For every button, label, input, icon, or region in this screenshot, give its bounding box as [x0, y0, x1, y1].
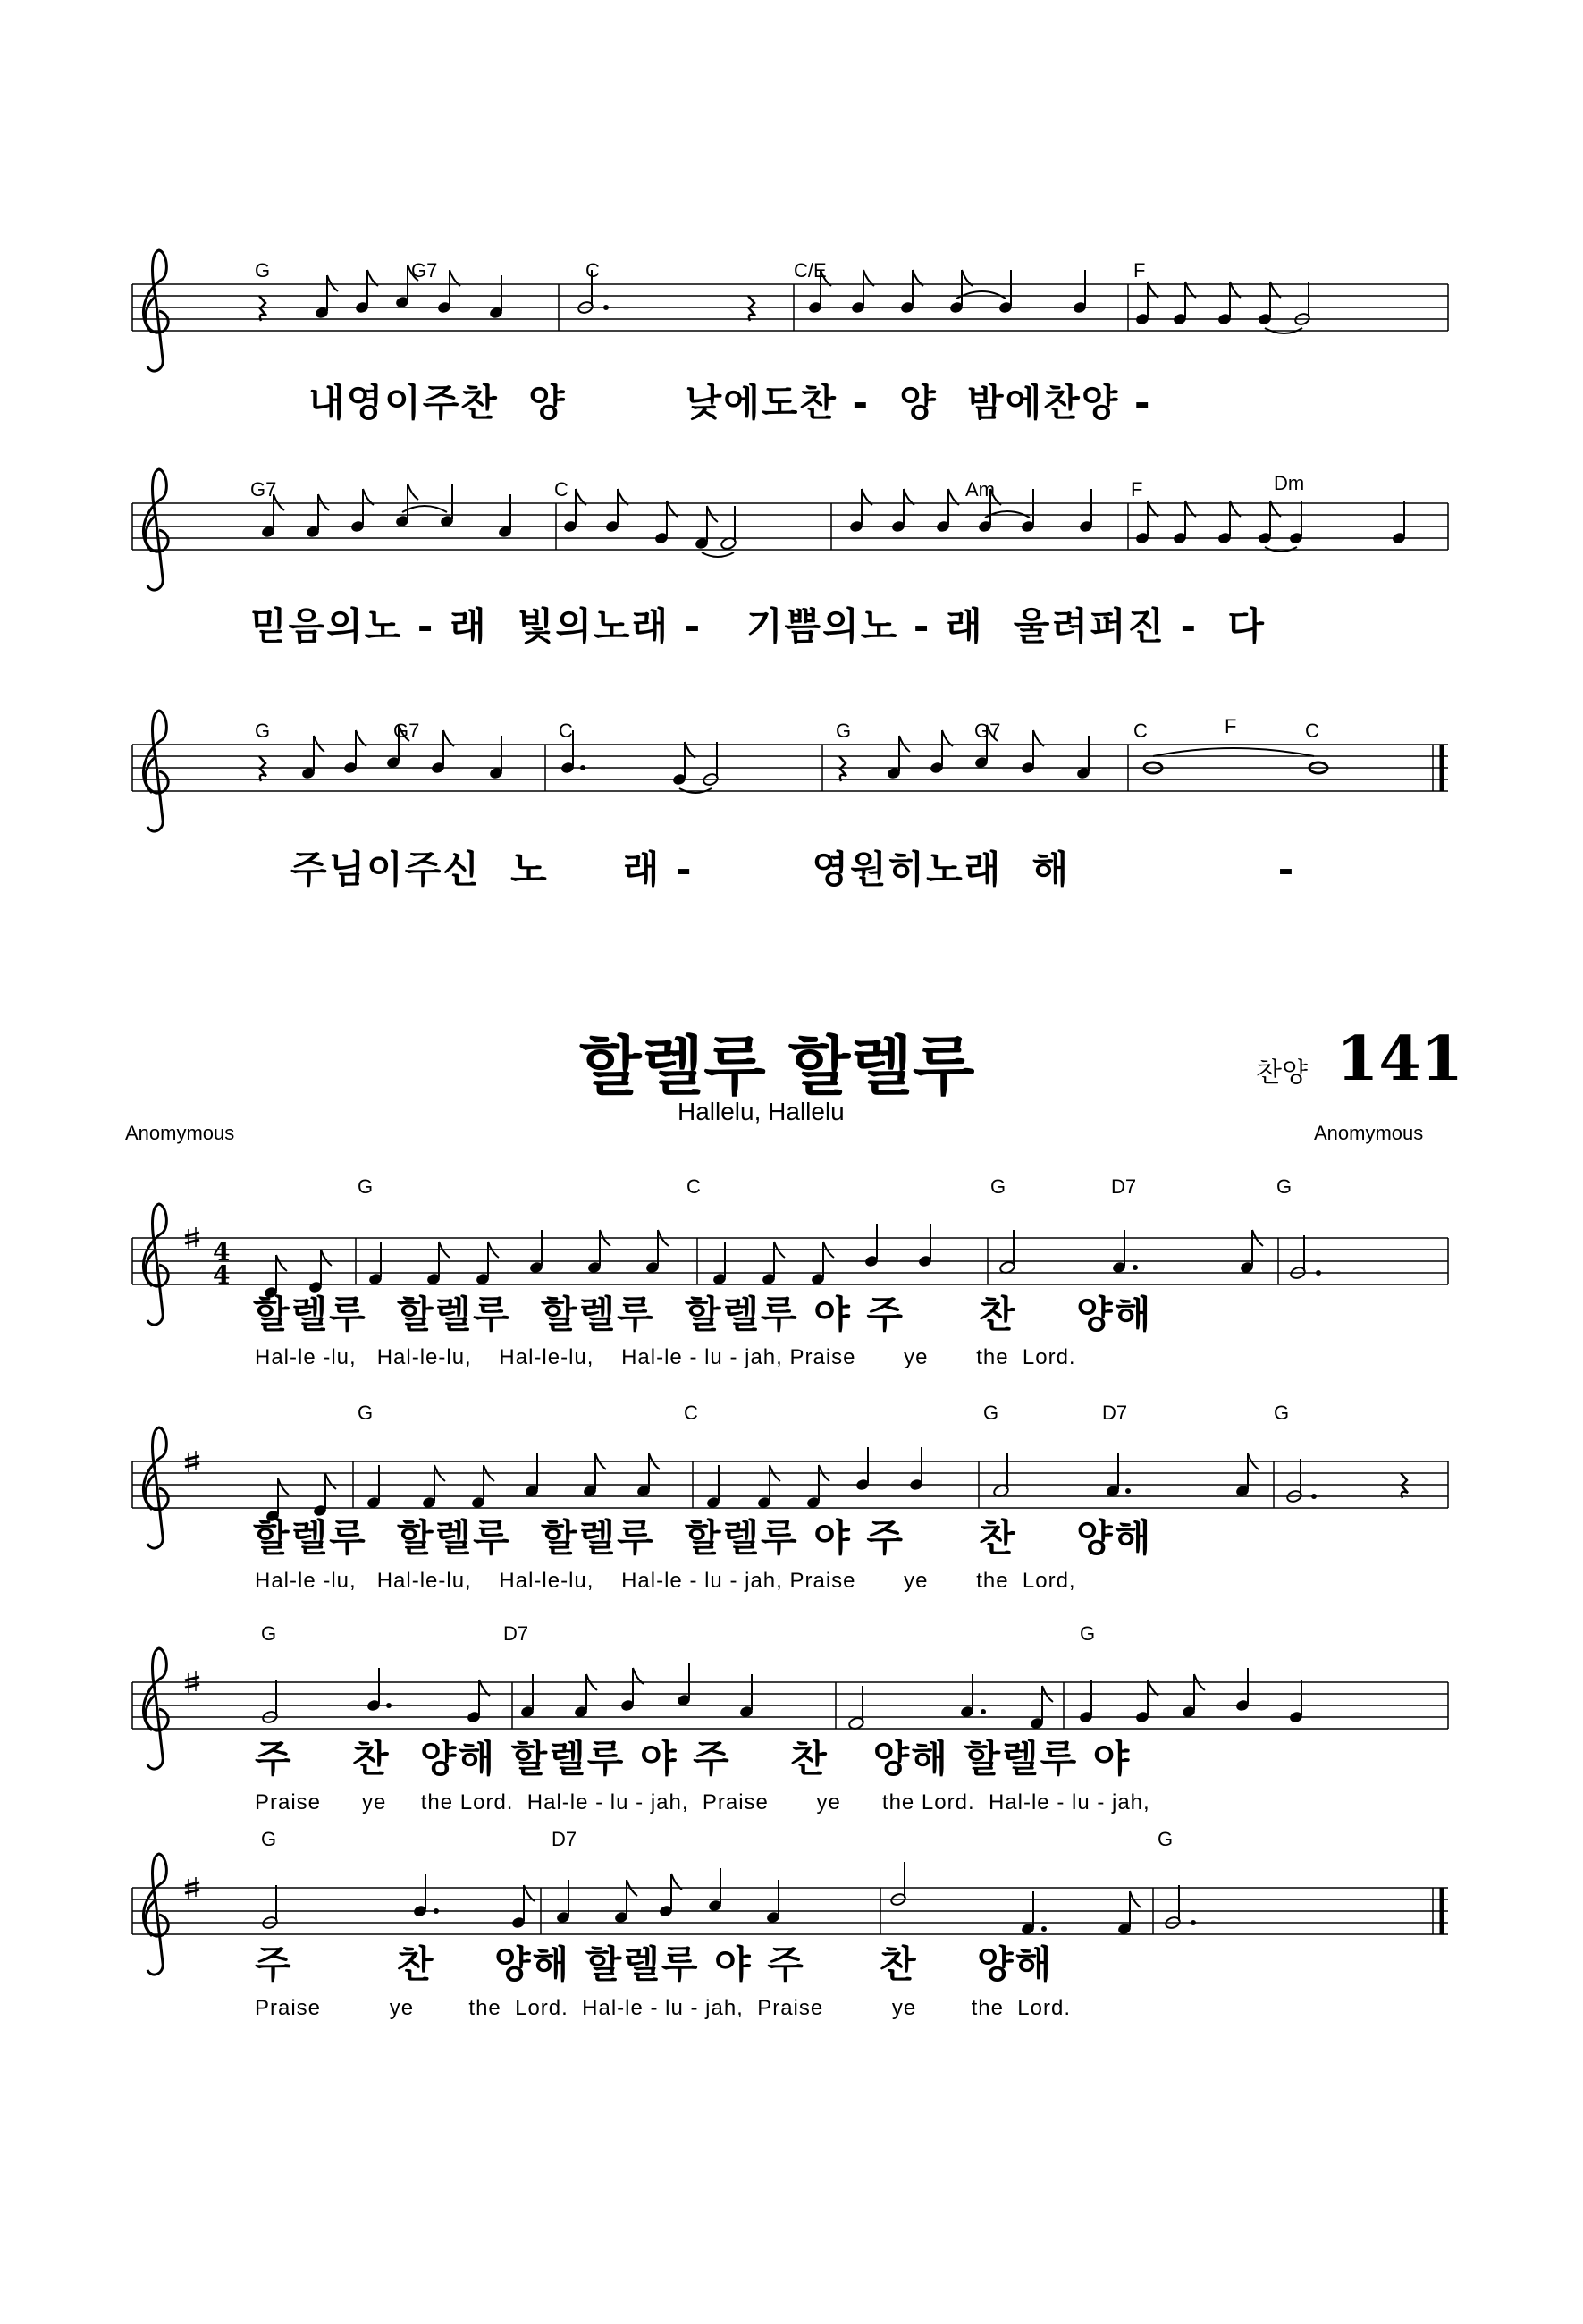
chord: G	[836, 720, 852, 742]
chord: C	[559, 720, 573, 742]
credit-left: Anomymous	[125, 1122, 235, 1144]
chord: C	[684, 1402, 698, 1424]
lyrics-korean: 할렐루 할렐루 할렐루 할렐루 야 주 찬 양해	[253, 1516, 1153, 1560]
lyrics-english: Praise ye the Lord. Hal-le - lu - jah, Praise ye the Lord.	[255, 1996, 1071, 2020]
chord: D7	[1111, 1175, 1137, 1198]
chord: F	[1131, 478, 1143, 501]
chord: G7	[411, 259, 438, 282]
lyrics-english: Hal-le -lu, Hal-le-lu, Hal-le-lu, Hal-le - lu - jah, Praise ye the Lord.	[255, 1345, 1076, 1369]
lyrics-english: Praise ye the Lord. Hal-le - lu - jah, Praise ye the Lord. Hal-le - lu - jah,	[255, 1790, 1150, 1815]
chord: G	[261, 1828, 277, 1850]
chord: C	[585, 259, 600, 282]
chord: C	[1305, 720, 1319, 742]
chord: G	[1080, 1622, 1096, 1645]
chord: G7	[974, 720, 1001, 742]
credit-right: Anomymous	[1314, 1122, 1424, 1144]
chord: D7	[503, 1622, 529, 1645]
song1-system3-staff	[132, 711, 1448, 831]
chord: D7	[1102, 1402, 1128, 1424]
lyrics-line: 내영이주찬 양 낮에도찬 - 양 밤에찬양 -	[308, 381, 1152, 425]
chord: D7	[552, 1828, 577, 1850]
lyrics-english: Hal-le -lu, Hal-le-lu, Hal-le-lu, Hal-le - lu - jah, Praise ye the Lord,	[255, 1569, 1076, 1593]
chord: Am	[965, 478, 995, 501]
lyrics-korean: 주 찬 양해 할렐루 야 주 찬 양해	[255, 1942, 1054, 1986]
chord: G	[1158, 1828, 1174, 1850]
song1-system1-staff	[132, 250, 1448, 371]
page-title: 할렐루 할렐루	[579, 1029, 975, 1104]
chord: G	[255, 259, 271, 282]
chord: G	[983, 1402, 999, 1424]
chord: G	[1276, 1175, 1293, 1198]
lyrics-line: 믿음의노 - 래 빛의노래 - 기쁨의노 - 래 울려퍼진 - 다	[250, 604, 1266, 648]
chord: C	[554, 478, 568, 501]
hymn-number: 141	[1336, 1023, 1463, 1095]
chord: C	[1133, 720, 1148, 742]
chord: Dm	[1274, 472, 1305, 494]
chord: G	[1274, 1402, 1290, 1424]
lyrics-korean: 할렐루 할렐루 할렐루 할렐루 야 주 찬 양해	[253, 1293, 1153, 1336]
chord: G7	[393, 720, 420, 742]
chord: G	[990, 1175, 1006, 1198]
lyrics-line: 주님이주신 노 래 - 영원히노래 해 -	[290, 847, 1296, 891]
subtitle: Hallelu, Hallelu	[678, 1098, 845, 1125]
svg-text:4: 4	[213, 1260, 231, 1290]
chord: G7	[250, 478, 277, 501]
chord: F	[1225, 715, 1237, 737]
chord: G	[358, 1175, 374, 1198]
chord: G	[358, 1402, 374, 1424]
hymn-label: 찬양	[1256, 1057, 1308, 1089]
chord: F	[1133, 259, 1146, 282]
chord: G	[261, 1622, 277, 1645]
svg-text:4: 4	[213, 1237, 231, 1267]
chord: G	[255, 720, 271, 742]
chord: C/E	[794, 259, 827, 282]
song1-system2-staff	[132, 469, 1448, 590]
lyrics-korean: 주 찬 양해 할렐루 야 주 찬 양해 할렐루 야	[255, 1737, 1132, 1781]
chord: C	[686, 1175, 701, 1198]
